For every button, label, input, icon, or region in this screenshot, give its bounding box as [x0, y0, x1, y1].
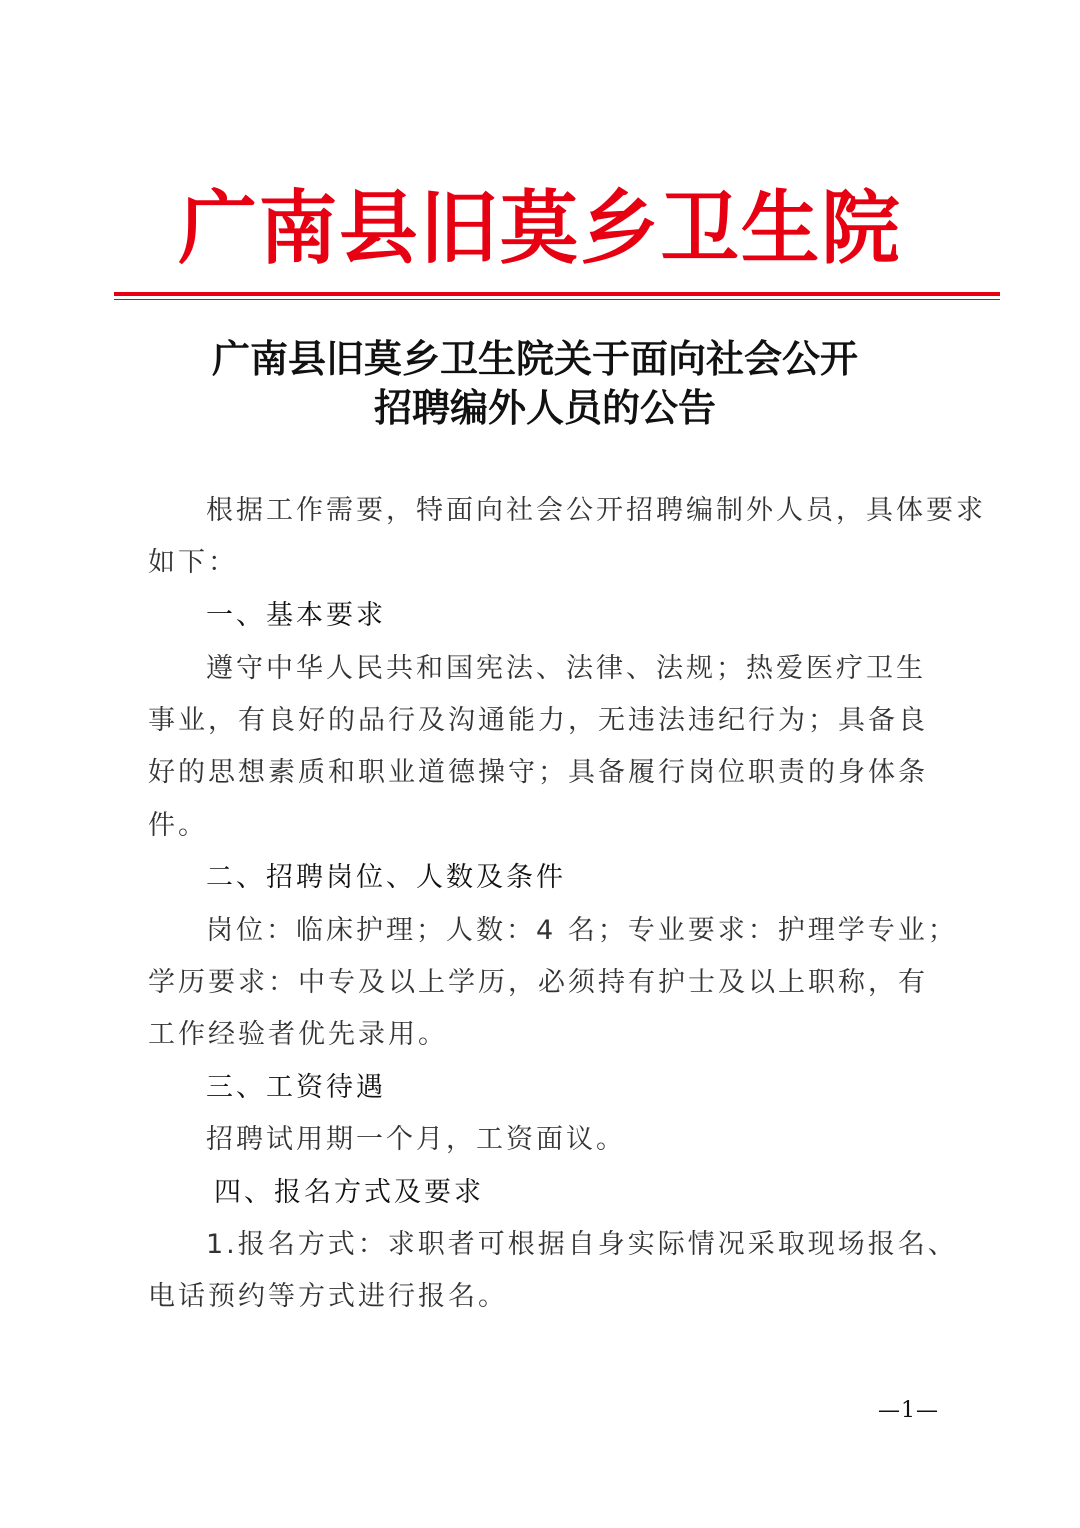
intro-line-2: 如下： — [148, 547, 238, 578]
section-1-line-2: 事业，有良好的品行及沟通能力，无违法违纪行为；具备良 — [148, 705, 928, 736]
section-1-line-3: 好的思想素质和职业道德操守；具备履行岗位职责的身体条 — [148, 757, 928, 788]
section-3-heading: 三、工资待遇 — [206, 1072, 386, 1103]
page-number: —1— — [878, 1398, 939, 1423]
intro-line-1: 根据工作需要，特面向社会公开招聘编制外人员，具体要求 — [206, 495, 986, 526]
letterhead-rule-thin — [114, 299, 1000, 300]
document-title-line-1: 广南县旧莫乡卫生院关于面向社会公开 — [211, 336, 858, 381]
document-title-line-2: 招聘编外人员的公告 — [373, 385, 716, 430]
section-2-line-3: 工作经验者优先录用。 — [148, 1019, 448, 1050]
section-4-line-1: 1.报名方式：求职者可根据自身实际情况采取现场报名、 — [206, 1229, 958, 1260]
section-1-heading: 一、基本要求 — [206, 600, 386, 631]
section-4-line-2: 电话预约等方式进行报名。 — [148, 1281, 508, 1312]
letterhead-rule-thick — [114, 292, 1000, 296]
section-1-line-1: 遵守中华人民共和国宪法、法律、法规；热爱医疗卫生 — [206, 653, 926, 684]
section-1-line-4: 件。 — [148, 810, 208, 841]
section-3-line-1: 招聘试用期一个月，工资面议。 — [206, 1124, 626, 1155]
section-2-heading: 二、招聘岗位、人数及条件 — [206, 862, 566, 893]
section-2-line-1: 岗位：临床护理；人数：4 名；专业要求：护理学专业； — [206, 915, 958, 946]
section-2-line-2: 学历要求：中专及以上学历，必须持有护士及以上职称，有 — [148, 967, 928, 998]
letterhead-org-name: 广南县旧莫乡卫生院 — [178, 181, 902, 275]
section-4-heading: 四、报名方式及要求 — [214, 1177, 484, 1208]
